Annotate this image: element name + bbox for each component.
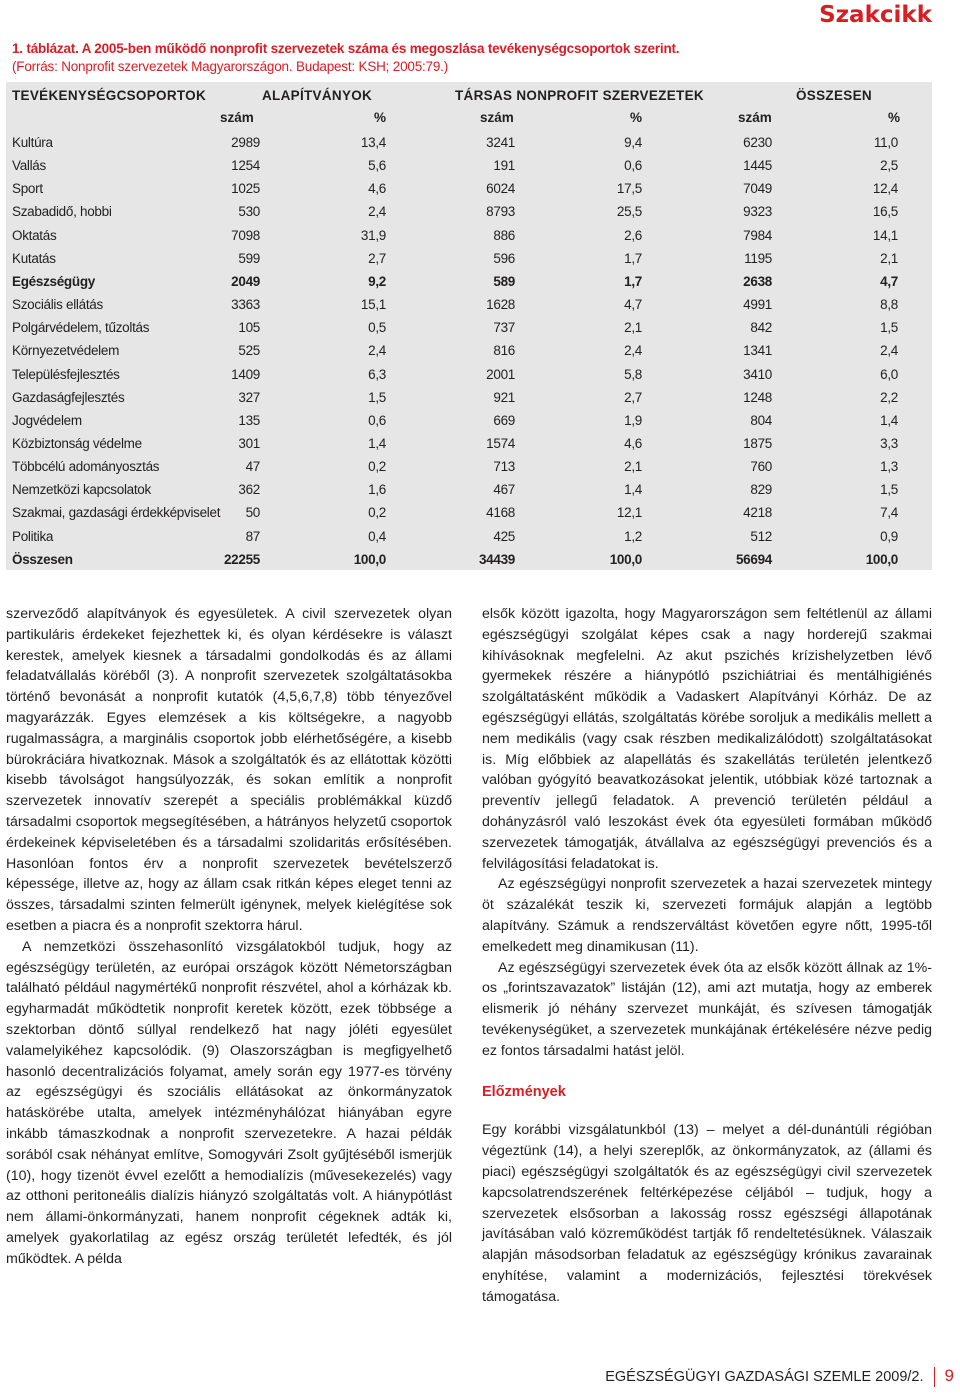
table-cell: 2,6 <box>624 227 642 243</box>
table-cell: 2638 <box>743 273 772 289</box>
table-cell: 15,1 <box>360 297 386 313</box>
table-cell: 5,6 <box>368 158 386 174</box>
table-row <box>6 409 932 432</box>
row-label: Jogvédelem <box>12 412 82 428</box>
table-cell: 6,0 <box>880 366 898 382</box>
table-cell: 7,4 <box>880 505 898 521</box>
table-cell: 13,4 <box>360 135 386 150</box>
table-row <box>6 293 932 316</box>
paragraph: elsők között igazolta, hogy Magyarországon sem feltétlenül az állami egészségügyi szolgálat képes csak a nagy horderejű szakmai kihívásoknak megfelelni. Az akut pszichés krízishelyzetben lévő gyermekek részére a hiánypótló pszichiátriai és mentálhigiénés szolgáltatásként működik a Vadaskert Alapítványi Kórház. De az egészségügyi ellátás, szolgáltatás körébe soroljuk a medikális mellett a nem medikális (vagy csak részben medikalizálódott) szolgáltatásokat is. Míg előbbiek az alapellátás és szakellátás területén jelentkező valóban gyógyító beavatkozásokat jelentik, utóbbiak közé tartoznak a preventív jellegű feladatok. A prevenció területén például a dohányzásról való leszokást évek óta egyesületi formában működő szervezetek támogatják, átvállalva az egészségügyi prevenciós és a felvilágosítási feladatokat is. <box>482 606 932 872</box>
table-cell: 7049 <box>743 181 772 197</box>
table-row <box>6 432 932 455</box>
table-cell: 1254 <box>231 158 260 174</box>
subheader-count-3: szám <box>738 110 772 125</box>
table-cell: 816 <box>493 343 515 359</box>
page-number: 9 <box>944 1366 954 1385</box>
table-cell: 2049 <box>231 273 260 289</box>
table-cell: 4218 <box>743 505 772 521</box>
table-cell: 0,2 <box>368 459 386 475</box>
table-row <box>6 363 932 386</box>
row-label: Összesen <box>12 551 73 567</box>
table-cell: 1,6 <box>368 482 386 498</box>
table-cell: 1,2 <box>624 528 642 544</box>
table-cell: 530 <box>238 204 260 220</box>
table-cell: 14,1 <box>872 227 898 243</box>
table-cell: 512 <box>750 528 772 544</box>
table-cell: 599 <box>238 250 260 266</box>
table-cell: 2,4 <box>368 204 386 220</box>
footer-divider <box>934 1367 935 1387</box>
table-cell: 100,0 <box>865 551 898 567</box>
table-cell: 1,9 <box>624 412 642 428</box>
table-cell: 2,1 <box>624 459 642 475</box>
table-cell: 7098 <box>231 227 260 243</box>
table-cell: 9323 <box>743 204 772 220</box>
table-cell: 16,5 <box>872 204 898 220</box>
table-cell: 25,5 <box>616 204 642 220</box>
table-cell: 34439 <box>478 551 515 567</box>
row-label: Sport <box>12 181 43 197</box>
paragraph: Az egészségügyi nonprofit szervezetek a hazai szervezetek mintegy öt százalékát teszik ki, szervezeti formájuk alapján a legtöbb alapítvány. Számuk a rendszerváltást követően egyre nőtt, 1995-től emelkedett meg dinamikusan (11). <box>482 876 932 955</box>
table-cell: 3410 <box>743 366 772 382</box>
table-cell: 1,5 <box>368 389 386 405</box>
subheader-count-2: szám <box>480 110 514 125</box>
table-row <box>6 154 932 177</box>
table-cell: 4,7 <box>880 273 898 289</box>
table-cell: 105 <box>238 320 260 336</box>
header-foundations: ALAPÍTVÁNYOK <box>262 88 373 103</box>
table-cell: 2989 <box>231 135 260 150</box>
table-cell: 31,9 <box>360 227 386 243</box>
table-cell: 9,2 <box>368 273 386 289</box>
table-cell: 2,7 <box>624 389 642 405</box>
row-label: Polgárvédelem, tűzoltás <box>12 320 150 336</box>
table-cell: 425 <box>493 528 515 544</box>
table-row <box>6 177 932 200</box>
table-row <box>6 548 932 571</box>
table-cell: 2,1 <box>624 320 642 336</box>
caption-title: 1. táblázat. A 2005-ben működő nonprofit szervezetek száma és megoszlása tevékenységcsoportok szerint. <box>12 41 680 56</box>
row-label: Egészségügy <box>12 273 95 289</box>
table-cell: 327 <box>238 389 260 405</box>
data-table <box>6 82 932 570</box>
table-cell: 22255 <box>223 551 260 567</box>
table-cell: 525 <box>238 343 260 359</box>
row-label: Településfejlesztés <box>12 366 120 382</box>
table-cell: 12,1 <box>616 505 642 521</box>
subheader-pct-3: % <box>888 110 901 125</box>
table-cell: 4,7 <box>624 297 642 313</box>
table-cell: 8,8 <box>880 297 898 313</box>
table-cell: 0,5 <box>368 320 386 336</box>
table-cell: 1628 <box>486 297 515 313</box>
table-cell: 1,3 <box>880 459 898 475</box>
row-label: Szociális ellátás <box>12 297 103 313</box>
table-cell: 1,7 <box>624 250 642 266</box>
section-brand: Szakcikk <box>819 2 932 28</box>
table-cell: 596 <box>493 250 515 266</box>
table-cell: 135 <box>238 412 260 428</box>
subheader-pct-1: % <box>374 110 387 125</box>
table-cell: 7984 <box>743 227 772 243</box>
table-row <box>6 501 932 524</box>
row-label: Kutatás <box>12 250 56 266</box>
row-label: Szakmai, gazdasági érdekképviselet <box>12 505 221 521</box>
page-footer <box>605 1366 954 1387</box>
table-cell: 1445 <box>743 158 772 174</box>
table-cell: 3241 <box>486 135 515 150</box>
table-cell: 2,2 <box>880 389 898 405</box>
table-row <box>6 200 932 223</box>
table-cell: 713 <box>493 459 515 475</box>
table-row <box>6 247 932 270</box>
header-total: ÖSSZESEN <box>796 88 872 103</box>
table-cell: 0,9 <box>880 528 898 544</box>
table-cell: 4,6 <box>624 435 642 451</box>
table-cell: 1,7 <box>624 273 642 289</box>
row-label: Nemzetközi kapcsolatok <box>12 482 151 498</box>
table-cell: 1,4 <box>368 435 386 451</box>
table-cell: 362 <box>238 482 260 498</box>
table-cell: 0,4 <box>368 528 386 544</box>
table-cell: 9,4 <box>624 135 642 150</box>
table-cell: 2001 <box>486 366 515 382</box>
table-cell: 50 <box>245 505 260 521</box>
table-cell: 1,4 <box>624 482 642 498</box>
table-cell: 301 <box>238 435 260 451</box>
table-cell: 1,4 <box>880 412 898 428</box>
table-cell: 3,3 <box>880 435 898 451</box>
table-cell: 737 <box>493 320 515 336</box>
paragraph: Egy korábbi vizsgálatunkból (13) – melyet a dél-dunántúli régióban végeztünk (14), a helyi szereplők, az önkormányzatok, az (állami és piaci) egészségügyi szolgáltatók és az egészségügyi civil szervezetek kapcsolatrendszerének feltérképezése céljából – tudjuk, hogy a szervezetek elsősorban a lakosság rossz egészségi állapotának javításában való közreműködést tartják fő rendeltetésüknek. Válaszaik alapján másodsorban feladatuk az egészségügy krónikus zavarainak enyhítése, valamint a modernizációs, fejlesztési törekvések támogatása. <box>482 1122 932 1305</box>
table-cell: 87 <box>245 528 260 544</box>
body-column-left <box>6 604 452 1270</box>
row-label: Oktatás <box>12 227 57 243</box>
table-cell: 6024 <box>486 181 515 197</box>
table-cell: 1341 <box>743 343 772 359</box>
table-cell: 2,7 <box>368 250 386 266</box>
table-cell: 0,6 <box>368 412 386 428</box>
table-cell: 1574 <box>486 435 515 451</box>
row-label: Gazdaságfejlesztés <box>12 389 125 405</box>
table-cell: 842 <box>750 320 772 336</box>
table-cell: 2,4 <box>880 343 898 359</box>
paragraph: szerveződő alapítványok és egyesületek. A civil szervezetek olyan partikuláris érdekeket fejezhettek ki, és olyan kérdésekre is választ kerestek, amelyek kiesnek a társadalmi gondolkodás és az állami feladatvállalás köréből (3). A nonprofit szervezetek szolgáltatásokba történő bevonását a nonprofit kutatók (4,5,6,7,8) több tényezővel magyarázzák. Egyes elemzések a kis költségekre, a nagyobb rugalmasságra, a marginális csoportok jobb elérhetőségére, a kisebb bürokráciára hivatkoznak. Mások a szolgáltatók és az ellátottak közötti kisebb távolságot hangsúlyozzák, és sokan említik a nonprofit szervezetek innovatív szerepét a speciális problémákkal küzdő társadalmi csoportok megsegítésében, a hátrányos helyzetű csoportok érdekeinek képviseletében és a társadalmi szolidaritás erősítésében. Hasonlóan fontos érv a nonprofit szervezetek bevételszerző képessége, illetve az, hogy az állam csak ritkán képes eleget tenni az összes, társadalmi szinten felmerült igénynek, melyek kielégítése sok esetben a piacra és a nonprofit szektorra hárul. <box>6 606 452 934</box>
paragraph: A nemzetközi összehasonlító vizsgálatokból tudjuk, hogy az egészségügy területén, az európai országok között Németországban található például nagymértékű nonprofit részvétel, ahol a kórházak kb. egyharmadát működtetik nonprofit keretek között, ezek többsége a szektorban döntő súllyal rendelkező hat nagy jóléti egyesület valamelyikéhez kapcsolódik. (9) Olaszországban is megfigyelhető hasonló decentralizációs folyamat, amely során egy 1977-es törvény az egészségügyi és szociális ellátásokat az önkormányzatok hatáskörébe utalta, amelyek intézményhálózat hiányában egyre inkább támaszkodnak a nonprofit szervezetekre. A hazai példák sorából csak néhányat említve, Somogyvári Zsolt gyűjtéséből ismerjük (10), hogy tizenöt évvel ezelőtt a hemodialízis (művesekezelés) vagy az otthoni peritoneális dialízis hiányzó szolgáltatás volt. A hiánypótlást nem állami-önkormányzati, hanem nonprofit cégeknek adták ki, amelyek gyakorlatilag az egész ország területét lefedték, és jól működtek. A példa <box>6 938 452 1267</box>
section-heading: Előzmények <box>482 1083 566 1100</box>
table-cell: 2,5 <box>880 158 898 174</box>
table-cell: 8793 <box>486 204 515 220</box>
table-cell: 6,3 <box>368 366 386 382</box>
table-row <box>6 386 932 409</box>
row-label: Politika <box>12 528 54 544</box>
table-cell: 1248 <box>743 389 772 405</box>
header-associations: TÁRSAS NONPROFIT SZERVEZETEK <box>455 88 704 103</box>
table-cell: 11,0 <box>873 135 898 150</box>
table-row <box>6 455 932 478</box>
table-row <box>6 478 932 501</box>
table-cell: 12,4 <box>872 181 898 197</box>
table-cell: 191 <box>493 158 515 174</box>
table-cell: 17,5 <box>616 181 642 197</box>
table-cell: 1195 <box>744 250 772 266</box>
table-cell: 47 <box>245 459 260 475</box>
table-cell: 760 <box>750 459 772 475</box>
table-cell: 1025 <box>231 181 260 197</box>
table-cell: 921 <box>493 389 515 405</box>
table-cell: 2,1 <box>880 250 898 266</box>
caption-source: (Forrás: Nonprofit szervezetek Magyarországon. Budapest: KSH; 2005:79.) <box>12 59 449 74</box>
paragraph: Az egészségügyi szervezetek évek óta az elsők között állnak az 1%-os „forintszavazatok” listáján (12), ami azt mutatja, hogy az emberek elismerik jó néhány szervezet munkáját, és szívesen támogatják tevékenységüket, a szervezetek munkájának értékelésére nézve pedig ez fontos társadalmi hatást jelöl. <box>482 959 932 1059</box>
header-group: TEVÉKENYSÉGCSOPORTOK <box>12 88 207 103</box>
row-label: Többcélú adományosztás <box>12 459 160 475</box>
row-label: Vallás <box>12 158 46 174</box>
row-label: Környezetvédelem <box>12 343 120 359</box>
table-row <box>6 316 932 339</box>
table-cell: 669 <box>493 412 515 428</box>
table-cell: 100,0 <box>353 551 386 567</box>
table-cell: 4168 <box>486 505 515 521</box>
table-cell: 2,4 <box>624 343 642 359</box>
table-cell: 804 <box>750 412 772 428</box>
table-cell: 886 <box>493 227 515 243</box>
table-cell: 4991 <box>743 297 772 313</box>
body-column-right <box>482 604 932 1308</box>
table-row <box>6 131 932 154</box>
table-cell: 5,8 <box>624 366 642 382</box>
table-cell: 589 <box>493 273 515 289</box>
journal-name: EGÉSZSÉGÜGYI GAZDASÁGI SZEMLE 2009/2. <box>605 1369 924 1385</box>
table-caption <box>12 40 679 76</box>
table-cell: 467 <box>493 482 515 498</box>
table-cell: 1875 <box>743 435 772 451</box>
table-cell: 2,4 <box>368 343 386 359</box>
row-label: Közbiztonság védelme <box>12 435 142 451</box>
table-cell: 1409 <box>231 366 260 382</box>
table-row <box>6 270 932 293</box>
table-cell: 0,2 <box>368 505 386 521</box>
table-cell: 1,5 <box>880 320 898 336</box>
table-cell: 4,6 <box>368 181 386 197</box>
table-row <box>6 525 932 548</box>
subheader-pct-2: % <box>630 110 643 125</box>
table-row <box>6 339 932 362</box>
table-cell: 0,6 <box>624 158 642 174</box>
table-cell: 100,0 <box>609 551 642 567</box>
table-row <box>6 224 932 247</box>
table-cell: 1,5 <box>880 482 898 498</box>
row-label: Kultúra <box>12 135 53 150</box>
table-cell: 6230 <box>743 135 772 150</box>
row-label: Szabadidő, hobbi <box>12 204 112 220</box>
table-cell: 56694 <box>735 551 772 567</box>
subheader-count-1: szám <box>220 110 254 125</box>
table-cell: 3363 <box>231 297 260 313</box>
table-cell: 829 <box>750 482 772 498</box>
